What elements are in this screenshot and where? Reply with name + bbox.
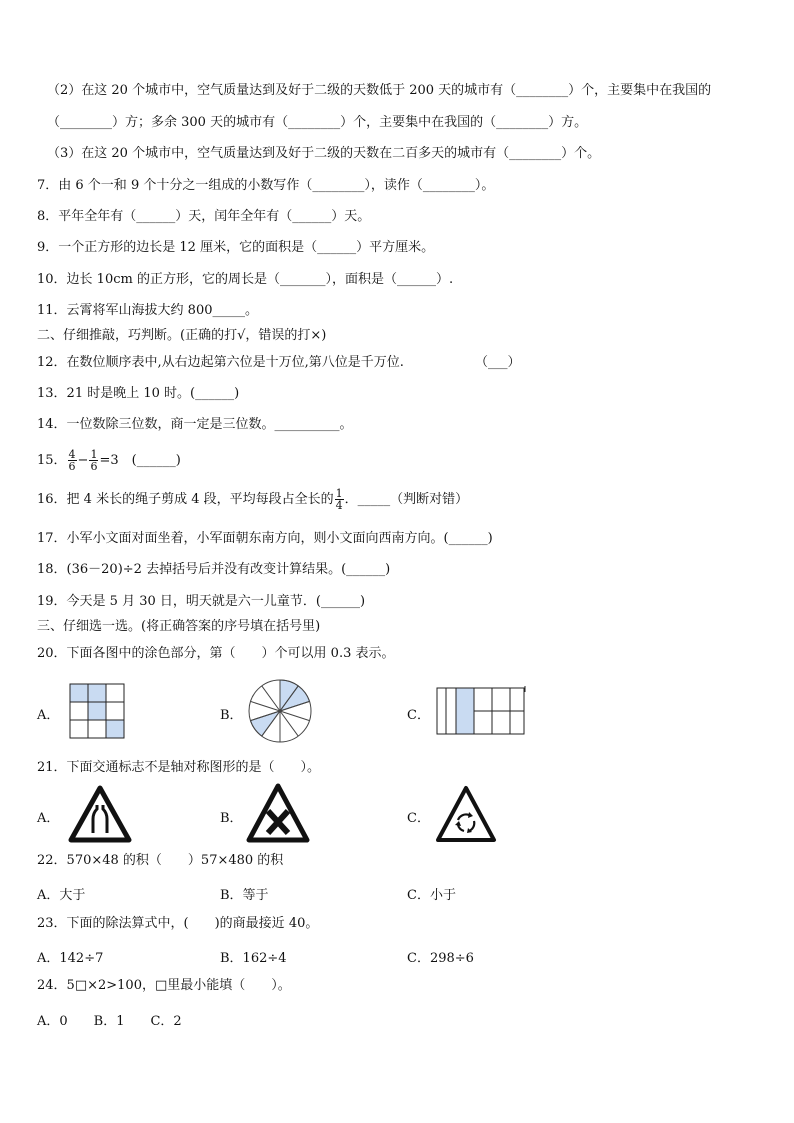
q20-option-b-label: B． [220, 708, 243, 723]
q24-options: A．0 B．1 C．2 [37, 1014, 182, 1029]
q15-f2-numerator: 1 [90, 448, 98, 461]
rect-grid-2x5-icon [436, 686, 528, 736]
question-16 [37, 487, 468, 513]
question-18: 18．(36－20)÷2 去掉括号后并没有改变计算结果。(______) [37, 562, 391, 577]
q20-option-c-label: C． [407, 708, 430, 723]
q15-f2-denominator: 6 [90, 460, 98, 473]
q20-option-a-label: A． [37, 708, 60, 723]
question-9: 9．一个正方形的边长是 12 厘米，它的面积是（______）平方厘米。 [37, 240, 435, 255]
question-8: 8．平年全年有（______）天，闰年全年有（______）天。 [37, 209, 371, 224]
q15-minus: − [77, 453, 89, 468]
q15-fraction-2 [89, 449, 98, 472]
question-12: 12．在数位顺序表中,从右边起第六位是十万位,第八位是千万位. [37, 355, 404, 370]
grid-3x3-shaded-icon [69, 683, 127, 739]
q16-fraction [335, 488, 344, 511]
q15-f1-denominator: 6 [68, 460, 76, 473]
section-2-heading: 二、仔细推敲，巧判断。(正确的打√，错误的打×) [37, 328, 327, 343]
q23-option-b: B．162÷4 [220, 951, 287, 966]
q22-option-a: A．大于 [37, 888, 86, 903]
q23-option-c: C．298÷6 [407, 951, 474, 966]
q16-suffix: ．_____（判断对错） [344, 492, 469, 507]
q6-part2-line2: （________）方；多余 300 天的城市有（________）个，主要集中在我国的（________）方。 [47, 115, 588, 130]
question-21: 21．下面交通标志不是轴对称图形的是（ ）。 [37, 760, 321, 775]
question-19: 19．今天是 5 月 30 日，明天就是六一儿童节．(______) [37, 594, 366, 609]
question-11: 11．云霄将军山海拔大约 800_____。 [37, 303, 258, 318]
section-3-heading: 三、仔细选一选。(将正确答案的序号填在括号里) [37, 619, 321, 634]
q23-option-a: A．142÷7 [37, 951, 104, 966]
narrow-road-sign-icon [68, 785, 132, 843]
crossroad-sign-icon [246, 783, 310, 843]
q15-suffix: =3 (______) [99, 453, 181, 468]
q16-numerator: 1 [335, 487, 343, 500]
q21-option-a-label: A． [37, 811, 60, 826]
question-20: 20．下面各图中的涂色部分，第（ ）个可以用 0.3 表示。 [37, 646, 395, 661]
circle-10-sectors-icon [247, 678, 313, 744]
question-24: 24．5□×2>100，□里最小能填（ ）。 [37, 978, 291, 993]
q16-prefix: 16．把 4 米长的绳子剪成 4 段，平均每段占全长的 [37, 492, 334, 507]
q6-part3: （3）在这 20 个城市中，空气质量达到及好于二级的天数在二百多天的城市有（________）个。 [47, 146, 601, 161]
question-23: 23．下面的除法算式中，( )的商最接近 40。 [37, 916, 319, 931]
q16-denominator: 4 [335, 499, 343, 512]
question-15 [37, 448, 181, 474]
question-17: 17．小军小文面对面坐着，小军面朝东南方向，则小文面向西南方向。(______) [37, 531, 493, 546]
roundabout-sign-icon [435, 785, 497, 843]
question-10: 10．边长 10cm 的正方形，它的周长是（_______），面积是（______）. [37, 272, 454, 287]
q22-option-b: B．等于 [220, 888, 269, 903]
q15-fraction-1 [68, 449, 77, 472]
question-22: 22．570×48 的积（ ）57×480 的积 [37, 853, 284, 868]
q15-prefix: 15． [37, 453, 67, 468]
q21-option-c-label: C． [407, 811, 430, 826]
q21-option-b-label: B． [220, 811, 243, 826]
q6-part2-line1: （2）在这 20 个城市中，空气质量达到及好于二级的天数低于 200 天的城市有（________）个，主要集中在我国的 [47, 83, 712, 98]
q22-option-c: C．小于 [407, 888, 456, 903]
question-12-blank: （___） [475, 355, 521, 370]
q15-f1-numerator: 4 [68, 448, 76, 461]
question-7: 7．由 6 个一和 9 个十分之一组成的小数写作（________），读作（________）。 [37, 178, 495, 193]
question-13: 13．21 时是晚上 10 时。(______) [37, 386, 240, 401]
question-14: 14．一位数除三位数，商一定是三位数。__________。 [37, 417, 353, 432]
